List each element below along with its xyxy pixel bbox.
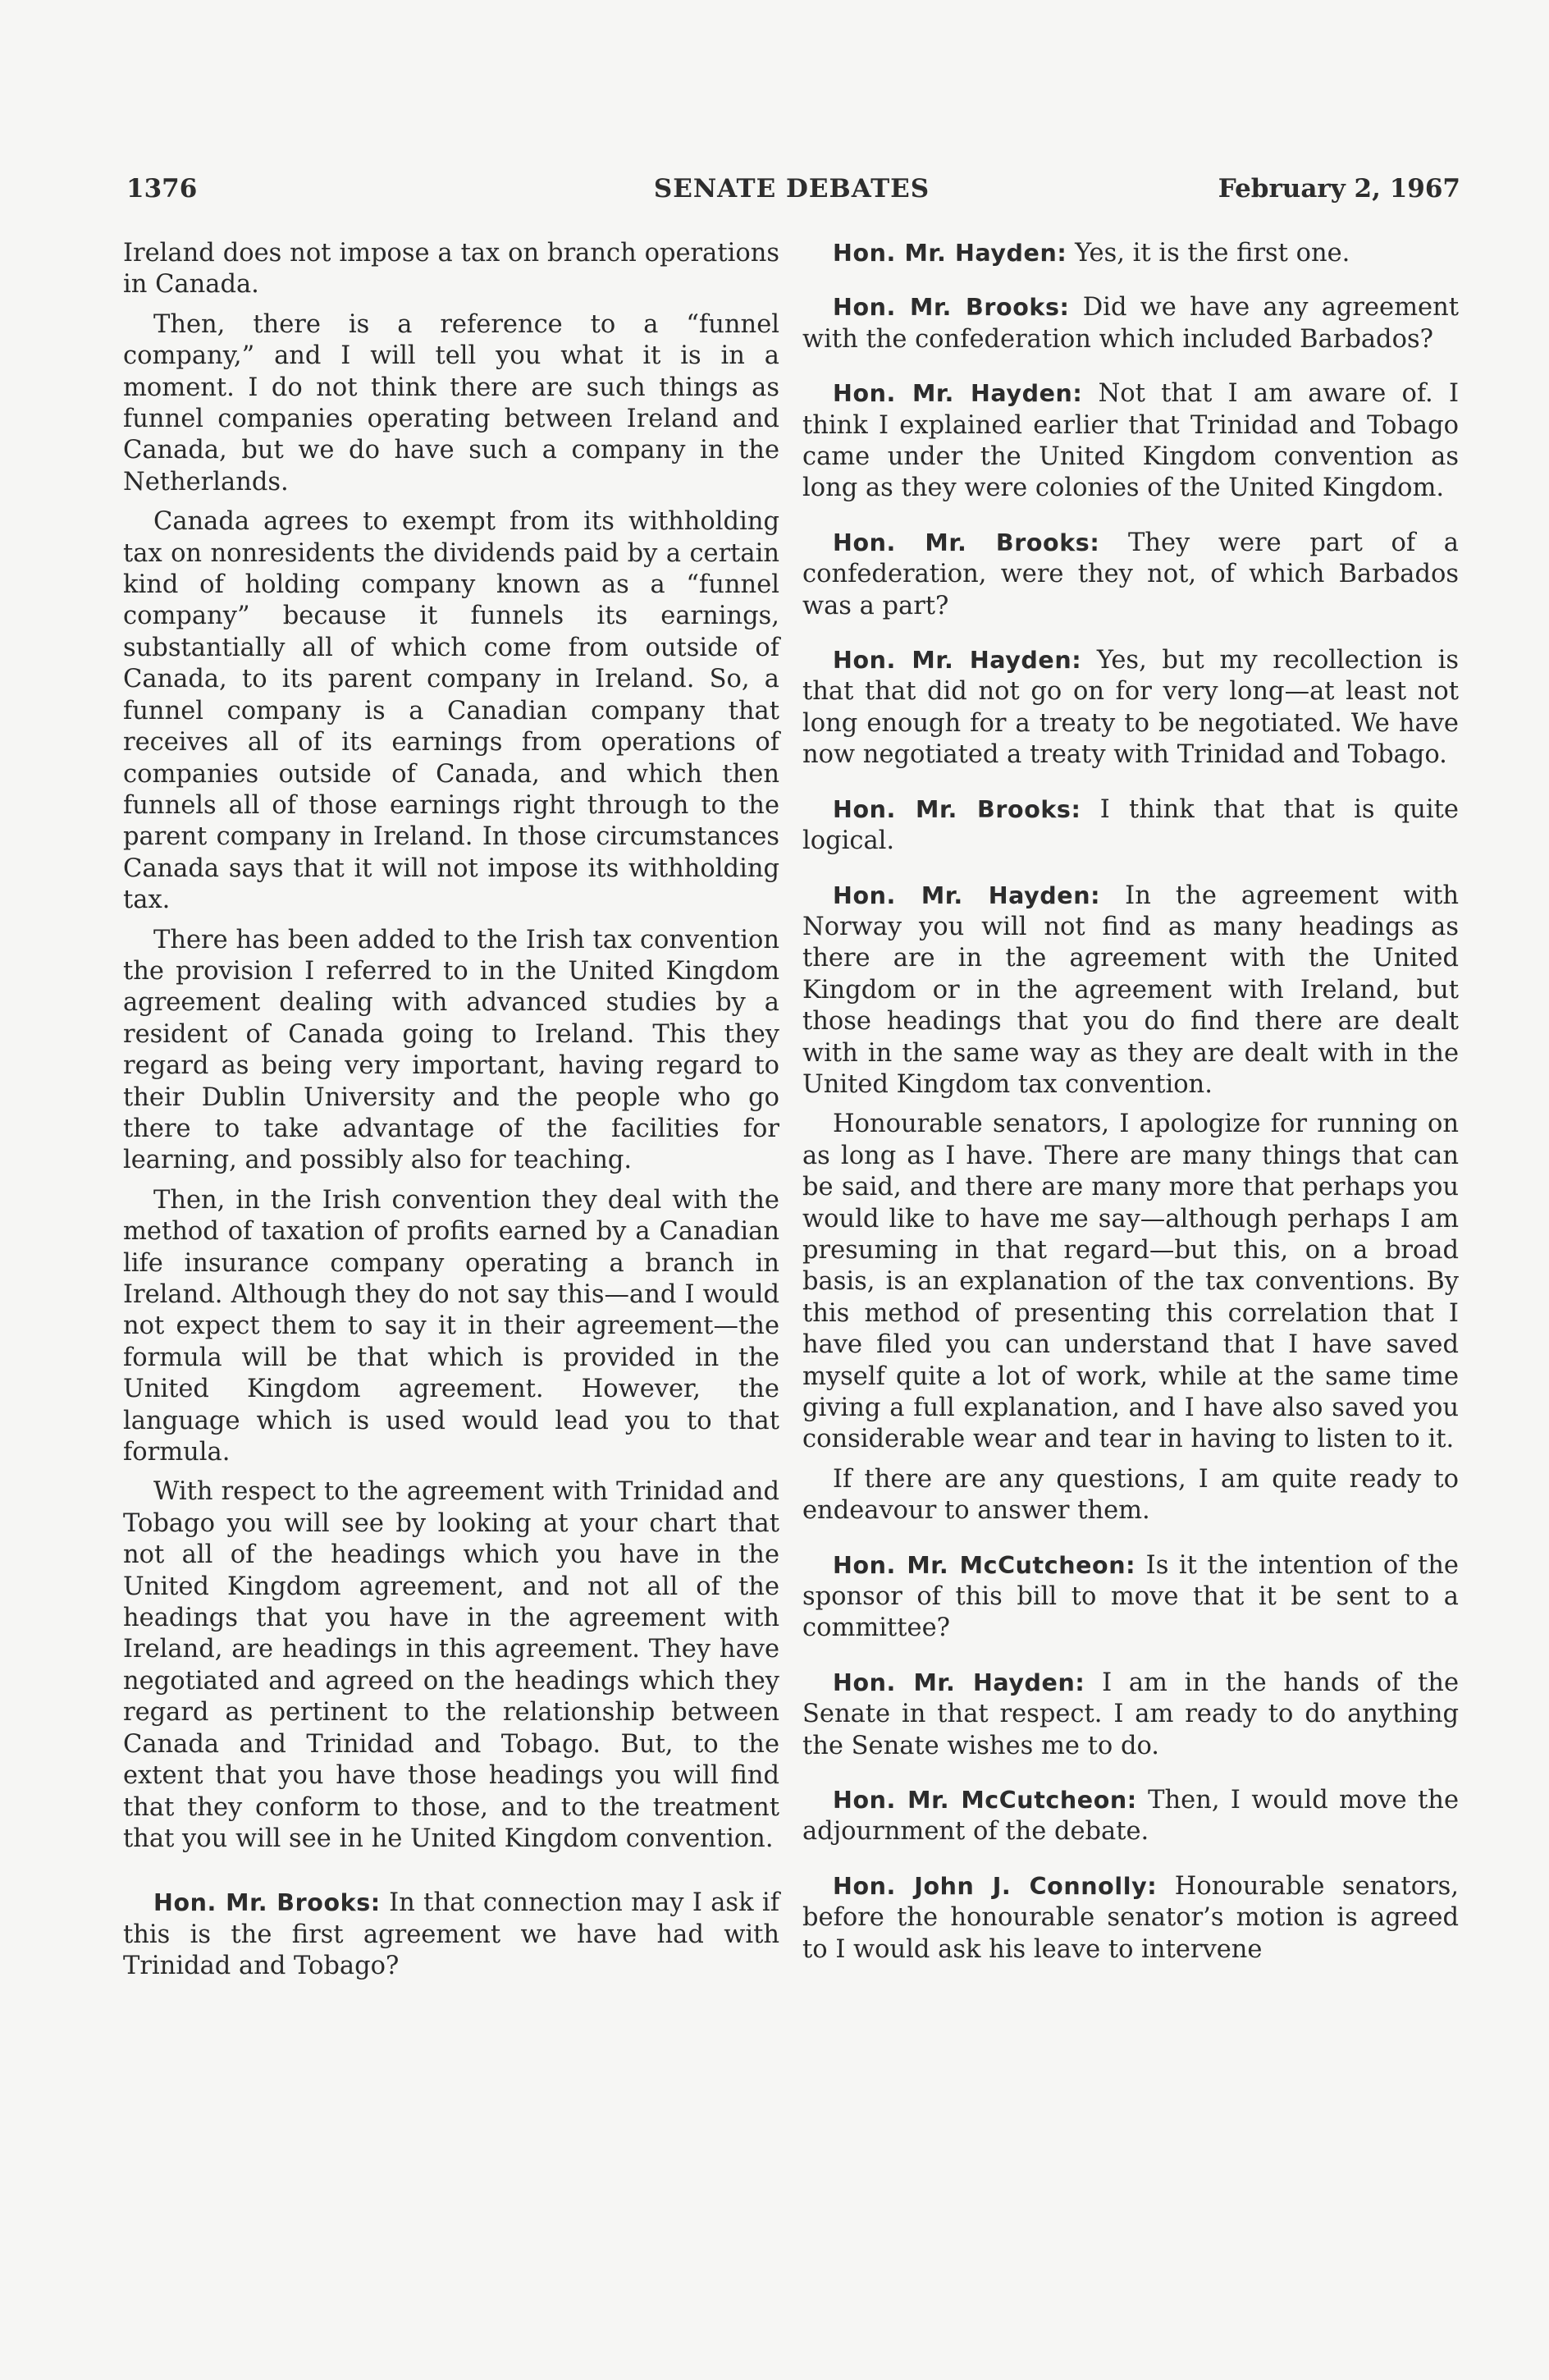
speech-paragraph — [802, 292, 1459, 355]
paragraph: Ireland does not impose a tax on branch operations in Canada. — [123, 239, 779, 300]
speech-paragraph — [123, 1888, 779, 1982]
speaker-name: Hon. Mr. Hayden: — [833, 380, 1083, 408]
speaker-name: Hon. Mr. McCutcheon: — [833, 1551, 1136, 1579]
speaker-name: Hon. Mr. Brooks: — [833, 529, 1100, 556]
page-header — [123, 174, 1460, 213]
speech-paragraph — [802, 1785, 1459, 1848]
speaker-name: Hon. Mr. Hayden: — [833, 881, 1101, 909]
speaker-name: Hon. John J. Connolly: — [833, 1872, 1158, 1900]
paragraph: Canada agrees to exempt from its withholding tax on nonresidents the dividends paid by a certain kind of holding company known as a “funnel company” because it funnels its earnings, substantially all of which come from outside of Canada, to its parent company in Ireland. So, a funnel company is a Canadian company that receives all of its earnings from operations of companies outside of Canada, and which then funnels all of those earnings right through to the parent company in Ireland. In those circumstances Canada says that it will not impose its withholding tax. — [123, 507, 779, 915]
paragraph: If there are any questions, I am quite ready to endeavour to answer them. — [802, 1464, 1459, 1526]
speech-text: In that connection may I ask if this is the first agreement we have had with Trinidad and Tobago? — [123, 1888, 779, 1981]
speech-paragraph — [802, 794, 1459, 858]
speech-paragraph — [802, 1871, 1459, 1966]
speech-paragraph — [802, 528, 1459, 622]
speech-paragraph — [802, 378, 1459, 505]
speech-text: Honourable senators, before the honourable senator’s motion is agreed to I would ask his leave to intervene — [802, 1871, 1459, 1964]
paragraph: Then, in the Irish convention they deal with the method of taxation of profits earned by a Canadian life insurance company operating a branch in Ireland. Although they do not say this—and I would not expect them to say it in their agreement—the formula will be that which is provided in the United Kingdom agreement. However, the language which is used would lead you to that formula. — [123, 1185, 779, 1467]
speaker-name: Hon. Mr. Brooks: — [833, 294, 1070, 322]
speech-text: Is it the intention of the sponsor of this bill to move that it be sent to a committee? — [802, 1550, 1459, 1643]
speaker-name: Hon. Mr. McCutcheon: — [833, 1787, 1137, 1815]
speech-text: Yes, it is the first one. — [1067, 239, 1350, 268]
speech-text: I think that that is quite logical. — [802, 794, 1459, 856]
speech-paragraph — [802, 881, 1459, 1101]
paragraph: There has been added to the Irish tax convention the provision I referred to in the United Kingdom agreement dealing with advanced studies by a resident of Canada going to Ireland. This they regard as being very important, having regard to their Dublin University and the people who go there to take advantage of the facilities for learning, and possibly also for teaching. — [123, 925, 779, 1175]
paragraph: Honourable senators, I apologize for running on as long as I have. There are many things that can be said, and there are many more that perhaps you would like to have me say—although perhaps I am presuming in that regard—but this, on a broad basis, is an explanation of the tax conventions. By this method of presenting this correlation that I have filed you can understand that I have saved myself quite a lot of work, while at the same time giving a full explanation, and I have also saved you considerable wear and tear in having to listen to it. — [802, 1110, 1459, 1454]
page-title: SENATE DEBATES — [653, 174, 930, 204]
paragraph: Then, there is a reference to a “funnel company,” and I will tell you what it is in a moment. I do not think there are such things as funnel companies operating between Ireland and Canada, but we do have such a company in the Netherlands. — [123, 309, 779, 497]
page-date: February 2, 1967 — [1218, 174, 1460, 204]
speech-paragraph — [802, 645, 1459, 771]
speech-text: Then, I would move the adjournment of the debate. — [802, 1786, 1459, 1847]
speech-paragraph — [802, 1550, 1459, 1645]
speaker-name: Hon. Mr. Hayden: — [833, 647, 1082, 675]
speech-text: Did we have any agreement with the confederation which included Barbados? — [802, 293, 1459, 354]
left-column — [123, 238, 779, 2006]
speaker-name: Hon. Mr. Brooks: — [833, 795, 1081, 823]
speech-text: In the agreement with Norway you will not find as many headings as there are in the agreement with the United Kingdom or in the agreement with Ireland, but those headings that you do find there are dealt with in the same way as they are dealt with in the United Kingdom tax convention. — [802, 881, 1459, 1099]
speech-paragraph — [802, 238, 1459, 269]
page-number: 1376 — [126, 174, 198, 204]
speech-text: I am in the hands of the Senate in that respect. I am ready to do anything the Senate wishes me to do. — [802, 1668, 1459, 1760]
speech-paragraph — [802, 1668, 1459, 1762]
speech-text: Not that I am aware of. I think I explained earlier that Trinidad and Tobago came under the United Kingdom convention as long as they were colonies of the United Kingdom. — [802, 379, 1460, 503]
paragraph: With respect to the agreement with Trinidad and Tobago you will see by looking at your chart that not all of the headings which you have in the United Kingdom agreement, and not all of the headings that you have in the agreement with Ireland, are headings in this agreement. They have negotiated and agreed on the headings which they regard as pertinent to the relationship between Canada and Trinidad and Tobago. But, to the extent that you have those headings you will find that they conform to those, and to the treatment that you will see in he United Kingdom convention. — [123, 1477, 779, 1853]
speaker-name: Hon. Mr. Brooks: — [153, 1889, 381, 1917]
speech-text: Yes, but my recollection is that that did not go on for very long—at least not long enough for a treaty to be negotiated. We have now negotiated a treaty with Trinidad and Tobago. — [802, 646, 1459, 770]
speaker-name: Hon. Mr. Hayden: — [833, 240, 1067, 267]
speaker-name: Hon. Mr. Hayden: — [833, 1668, 1085, 1696]
speech-text: They were part of a confederation, were they not, of which Barbados was a part? — [802, 528, 1459, 620]
right-column — [802, 238, 1459, 1989]
